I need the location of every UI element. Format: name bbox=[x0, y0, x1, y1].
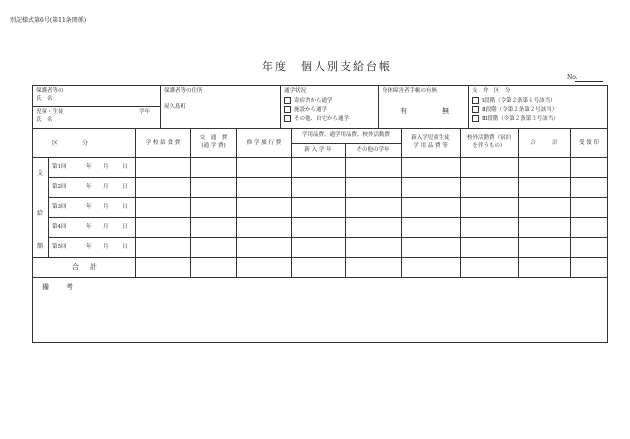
remarks-label: 備 考 bbox=[42, 283, 74, 291]
checkbox-icon bbox=[284, 97, 291, 104]
commute-option[interactable]: 施設から通学 bbox=[284, 106, 327, 114]
side-label: 額 bbox=[37, 243, 44, 250]
row-month-label: 月 bbox=[103, 244, 109, 250]
number-label: No. bbox=[567, 74, 578, 81]
checkbox-icon bbox=[284, 106, 291, 113]
checkbox-icon bbox=[472, 97, 479, 104]
checkbox-icon bbox=[284, 115, 291, 122]
student-name-label: 氏 名 bbox=[36, 117, 53, 123]
row-day-label: 日 bbox=[122, 244, 128, 250]
category-option[interactable]: Ⅲ段階（令第２条第３号該当） bbox=[472, 115, 559, 123]
column-header-transport: 交 通 費 bbox=[199, 135, 228, 141]
commute-option[interactable]: その他、自宅から通学 bbox=[284, 115, 349, 123]
guardian-label: 保護者等の bbox=[36, 88, 64, 94]
student-label: 児童・生徒 bbox=[36, 109, 64, 115]
row-year-label: 年 bbox=[86, 164, 92, 170]
column-header-kubun: 区 分 bbox=[52, 140, 89, 147]
column-header-new-goods: 新入学児童生徒 bbox=[411, 135, 450, 141]
row-year-label: 年 bbox=[86, 184, 92, 190]
disability-label: 身体障害者手帳の有無 bbox=[382, 88, 438, 94]
checkbox-icon bbox=[472, 106, 479, 113]
row-month-label: 月 bbox=[103, 224, 109, 230]
column-header-outdoor: 校外活動費（宿泊 bbox=[466, 135, 511, 141]
disability-no[interactable]: 無 bbox=[442, 107, 449, 115]
row-year-label: 年 bbox=[86, 224, 92, 230]
form-id: 別記様式第6号(第11条関係) bbox=[10, 17, 87, 24]
table-row-round: 第5回 bbox=[52, 244, 67, 250]
number-underline bbox=[575, 81, 603, 82]
column-header-lunch: 学 校 給 食 費 bbox=[145, 140, 181, 146]
address-label: 保護者等の住所 bbox=[164, 88, 203, 94]
category-label: 支 弁 区 分 bbox=[472, 88, 511, 94]
column-header-new-entry: 新 入 学 年 bbox=[304, 147, 332, 153]
total-row-label: 合 計 bbox=[72, 263, 99, 271]
side-label: 給 bbox=[37, 210, 44, 217]
row-day-label: 日 bbox=[122, 184, 128, 190]
address-value: 屋久島町 bbox=[164, 104, 187, 110]
row-month-label: 月 bbox=[103, 184, 109, 190]
row-day-label: 日 bbox=[122, 164, 128, 170]
column-header-transport-sub: (通 学 費) bbox=[201, 143, 226, 149]
page-title: 年度 個人別支給台帳 bbox=[262, 60, 392, 73]
column-header-receipt: 受 領 印 bbox=[579, 140, 599, 146]
row-month-label: 月 bbox=[103, 164, 109, 170]
disability-yes[interactable]: 有 bbox=[400, 107, 407, 115]
table-row-round: 第3回 bbox=[52, 204, 67, 210]
column-header-trip: 修 学 旅 行 費 bbox=[246, 140, 282, 146]
ledger-frame bbox=[32, 85, 608, 343]
row-year-label: 年 bbox=[86, 204, 92, 210]
checkbox-icon bbox=[472, 115, 479, 122]
side-label: 支 bbox=[37, 170, 44, 177]
column-header-total: 合 計 bbox=[530, 140, 558, 146]
row-month-label: 月 bbox=[103, 204, 109, 210]
row-day-label: 日 bbox=[122, 224, 128, 230]
column-header-outdoor-sub: を伴うもの） bbox=[472, 143, 506, 149]
grade-label: 学年 bbox=[139, 109, 151, 115]
commute-label: 通学状況 bbox=[284, 88, 307, 94]
category-option[interactable]: Ⅰ段階（令第２条第１号該当） bbox=[472, 97, 556, 105]
guardian-name-label: 氏 名 bbox=[36, 96, 53, 102]
row-year-label: 年 bbox=[86, 244, 92, 250]
category-option[interactable]: Ⅱ段階（令第２条第２号該当） bbox=[472, 106, 557, 114]
table-row-round: 第4回 bbox=[52, 224, 67, 230]
table-row-round: 第2回 bbox=[52, 184, 67, 190]
commute-option[interactable]: 寄宿舎から通学 bbox=[284, 97, 333, 105]
table-row-round: 第1回 bbox=[52, 164, 67, 170]
column-header-new-goods-sub: 学 用 品 費 等 bbox=[413, 143, 448, 149]
column-header-other-year: その他の学年 bbox=[356, 147, 390, 153]
column-header-supplies: 学用品費、通学用品費、校外活動費 bbox=[301, 132, 390, 138]
row-day-label: 日 bbox=[122, 204, 128, 210]
